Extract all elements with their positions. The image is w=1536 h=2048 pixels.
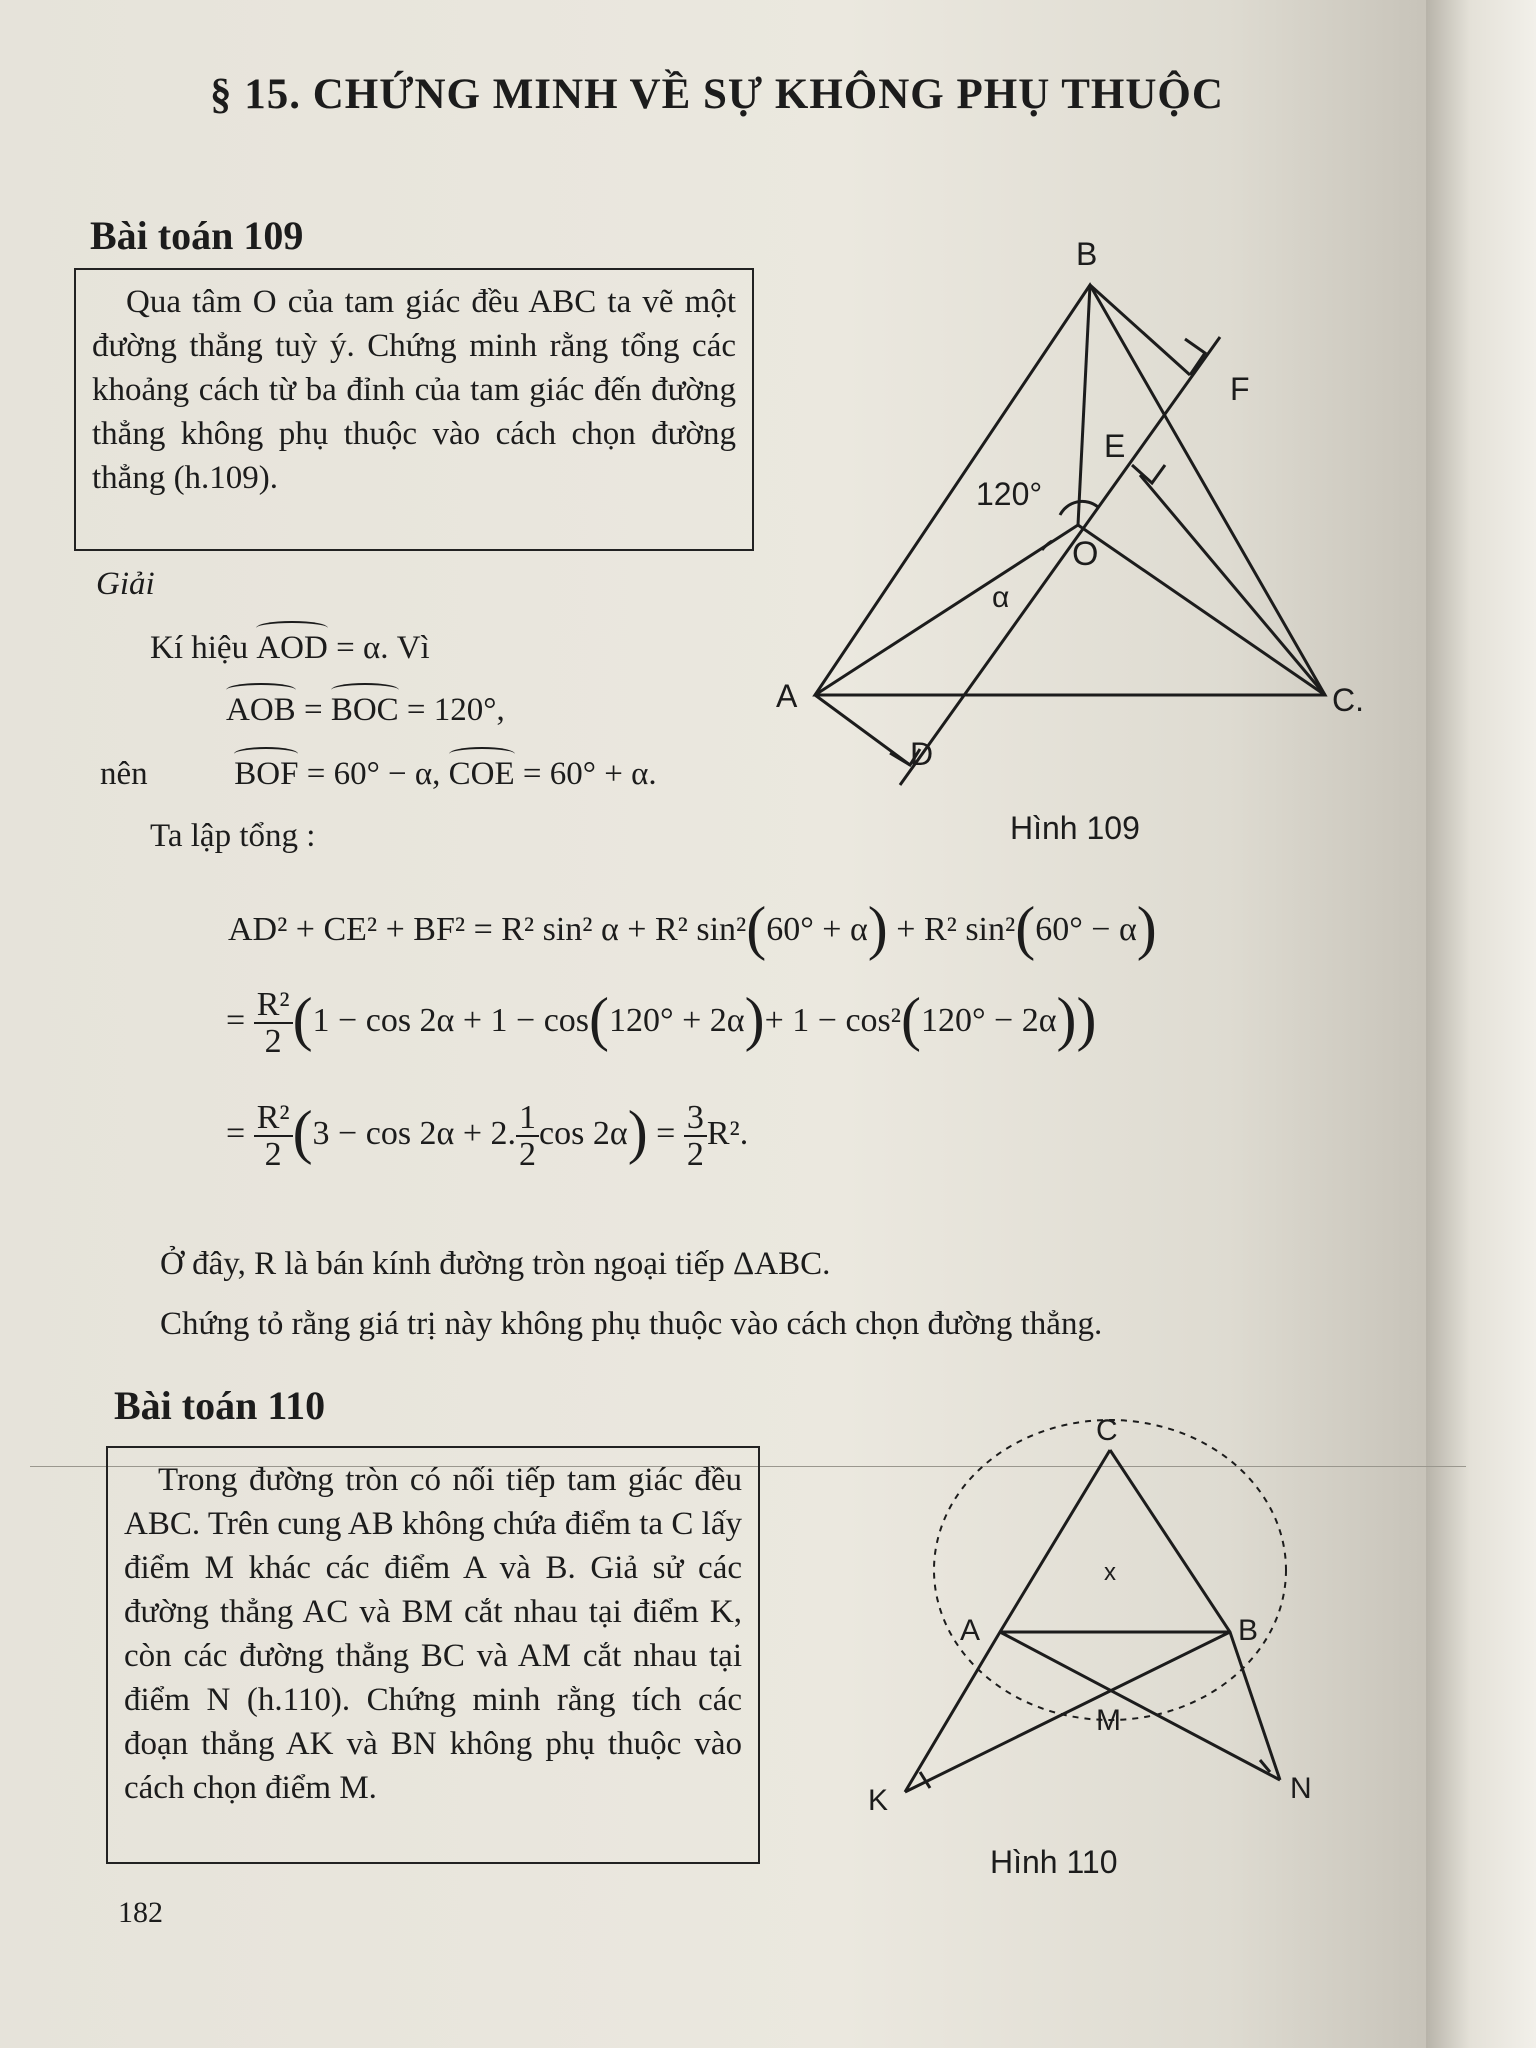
problem-110-statement: Trong đường tròn có nối tiếp tam giác đều ABC. Trên cung AB không chứa điểm ta C lấy điểm M khác các điểm A và B. Giả sử các đường thẳng AC và BM cắt nhau tại điểm K, còn các đường thẳng BC và AM cắt nhau tại điểm N (h.110). Chứng minh rằng tích các đoạn thẳng AK và BN không phụ thuộc vào cách chọn điểm M. [124, 1462, 742, 1806]
eq2-p2: 120° − 2α [920, 1002, 1057, 1039]
segment-ad [815, 695, 910, 765]
segment-oc [1078, 525, 1325, 695]
problem-110-heading: Bài toán 110 [114, 1383, 326, 1428]
figure-110 [860, 1400, 1340, 1820]
solution-line-4: Ta lập tổng : [150, 818, 316, 854]
solution-line-2 [226, 692, 505, 729]
segment-bo [1078, 285, 1090, 525]
label-k: K [868, 1784, 889, 1817]
arc-coe: COE [448, 756, 515, 792]
arc-aod: AOD [256, 630, 328, 666]
eq1-mid: + R² sin² [896, 911, 1016, 948]
label-a-110: A [960, 1614, 981, 1647]
eq3-inner-b: cos 2α [539, 1115, 628, 1152]
triangle-abc [815, 285, 1325, 695]
eq3-sign-2: = [656, 1115, 676, 1152]
figure-109 [760, 225, 1400, 865]
line3-suffix: = 60° + α. [522, 756, 657, 792]
label-f: F [1230, 371, 1250, 407]
eq3-inner-a: 3 − cos 2α + 2. [312, 1115, 517, 1152]
line2-suffix: = 120°, [406, 692, 505, 728]
page-number: 182 [118, 1896, 163, 1929]
label-d: D [910, 736, 934, 772]
solution-line-3 [100, 756, 657, 793]
solution-label: Giải [96, 566, 155, 602]
label-o: O [1072, 535, 1099, 573]
eq3-tail: R². [706, 1115, 749, 1152]
label-b-110: B [1238, 1614, 1259, 1647]
problem-109-heading: Bài toán 109 [90, 213, 304, 258]
line1-suffix: = α. Vì [336, 630, 430, 666]
eq2-fraction: $\frac{\text{R²}}{2}$ [254, 987, 293, 1060]
eq2-inner-b: + 1 − cos² [764, 1002, 901, 1039]
note-1: Ở đây, R là bán kính đường tròn ngoại tiếp ΔABC. [160, 1246, 831, 1282]
eq1-p2: 60° − α [1035, 911, 1137, 948]
label-alpha: α [992, 581, 1010, 614]
eq3-fraction-r2: $\frac{\text{R²}}{2}$ [254, 1100, 293, 1173]
problem-110-box [106, 1446, 760, 1864]
section-title: § 15. CHỨNG MINH VỀ SỰ KHÔNG PHỤ THUỘC [210, 71, 1224, 118]
right-angle-f [1185, 339, 1205, 375]
eq1-p1: 60° + α [766, 911, 868, 948]
label-c: C. [1332, 682, 1364, 718]
figure-110-caption: Hình 110 [990, 1844, 1118, 1880]
arc-boc: BOC [330, 692, 399, 728]
line2-mid: = [303, 692, 323, 728]
segment-oa [815, 525, 1078, 695]
equation-3: = $\frac{\text{R²}}{2}$ (3 − cos 2α + 2. $\frac{1}{2}$ cos 2α) = $\frac{3}{2}$ R². [226, 1098, 749, 1174]
angle-arc-alpha [1042, 541, 1052, 550]
line3-prefix: nên [100, 756, 148, 792]
eq3-fraction-half: $\frac{1}{2}$ [516, 1100, 539, 1173]
label-m: M [1096, 1704, 1121, 1737]
arc-aob: AOB [226, 692, 296, 728]
note-2: Chứng tỏ rằng giá trị này không phụ thuộc vào cách chọn đường thẳng. [160, 1306, 1103, 1342]
solution-line-1 [150, 630, 430, 667]
line-through-o [900, 337, 1220, 785]
figure-109-caption: Hình 109 [1010, 810, 1140, 846]
segment-bf [1090, 285, 1190, 375]
arc-bof: BOF [234, 756, 299, 792]
next-page-edge [1426, 0, 1536, 2048]
equation-2: = $\frac{\text{R²}}{2}$ (1 − cos 2α + 1 − cos(120° + 2α)+ 1 − cos²(120° − 2α)) [226, 985, 1097, 1061]
label-c-110: C [1096, 1414, 1118, 1447]
eq3-sign: = [226, 1115, 246, 1152]
label-n: N [1290, 1772, 1312, 1805]
equation-1: AD² + CE² + BF² = R² sin² α + R² sin²(60° + α) + R² sin²(60° − α) [228, 895, 1157, 961]
eq1-lhs: AD² + CE² + BF² = R² sin² α + R² sin² [228, 911, 747, 948]
label-x: x [1104, 1559, 1116, 1586]
problem-109-box [74, 268, 754, 551]
right-angle-e [1132, 465, 1165, 483]
line1-prefix: Kí hiệu [150, 630, 249, 666]
eq3-fraction-3-2: $\frac{3}{2}$ [684, 1100, 707, 1173]
problem-109-statement: Qua tâm O của tam giác đều ABC ta vẽ một đường thẳng tuỳ ý. Chứng minh rằng tổng các khoảng cách từ ba đỉnh của tam giác đến đường thẳng không phụ thuộc vào cách chọn đường thẳng (h.109). [92, 284, 736, 496]
label-e: E [1104, 428, 1126, 464]
label-b: B [1076, 236, 1098, 272]
eq2-p1: 120° + 2α [609, 1002, 745, 1039]
line3-mid: = 60° − α, [306, 756, 441, 792]
label-a: A [776, 678, 798, 714]
eq2-sign: = [226, 1002, 246, 1039]
label-angle-120: 120° [976, 476, 1043, 512]
eq2-inner-a: 1 − cos 2α + 1 − cos [312, 1002, 590, 1039]
